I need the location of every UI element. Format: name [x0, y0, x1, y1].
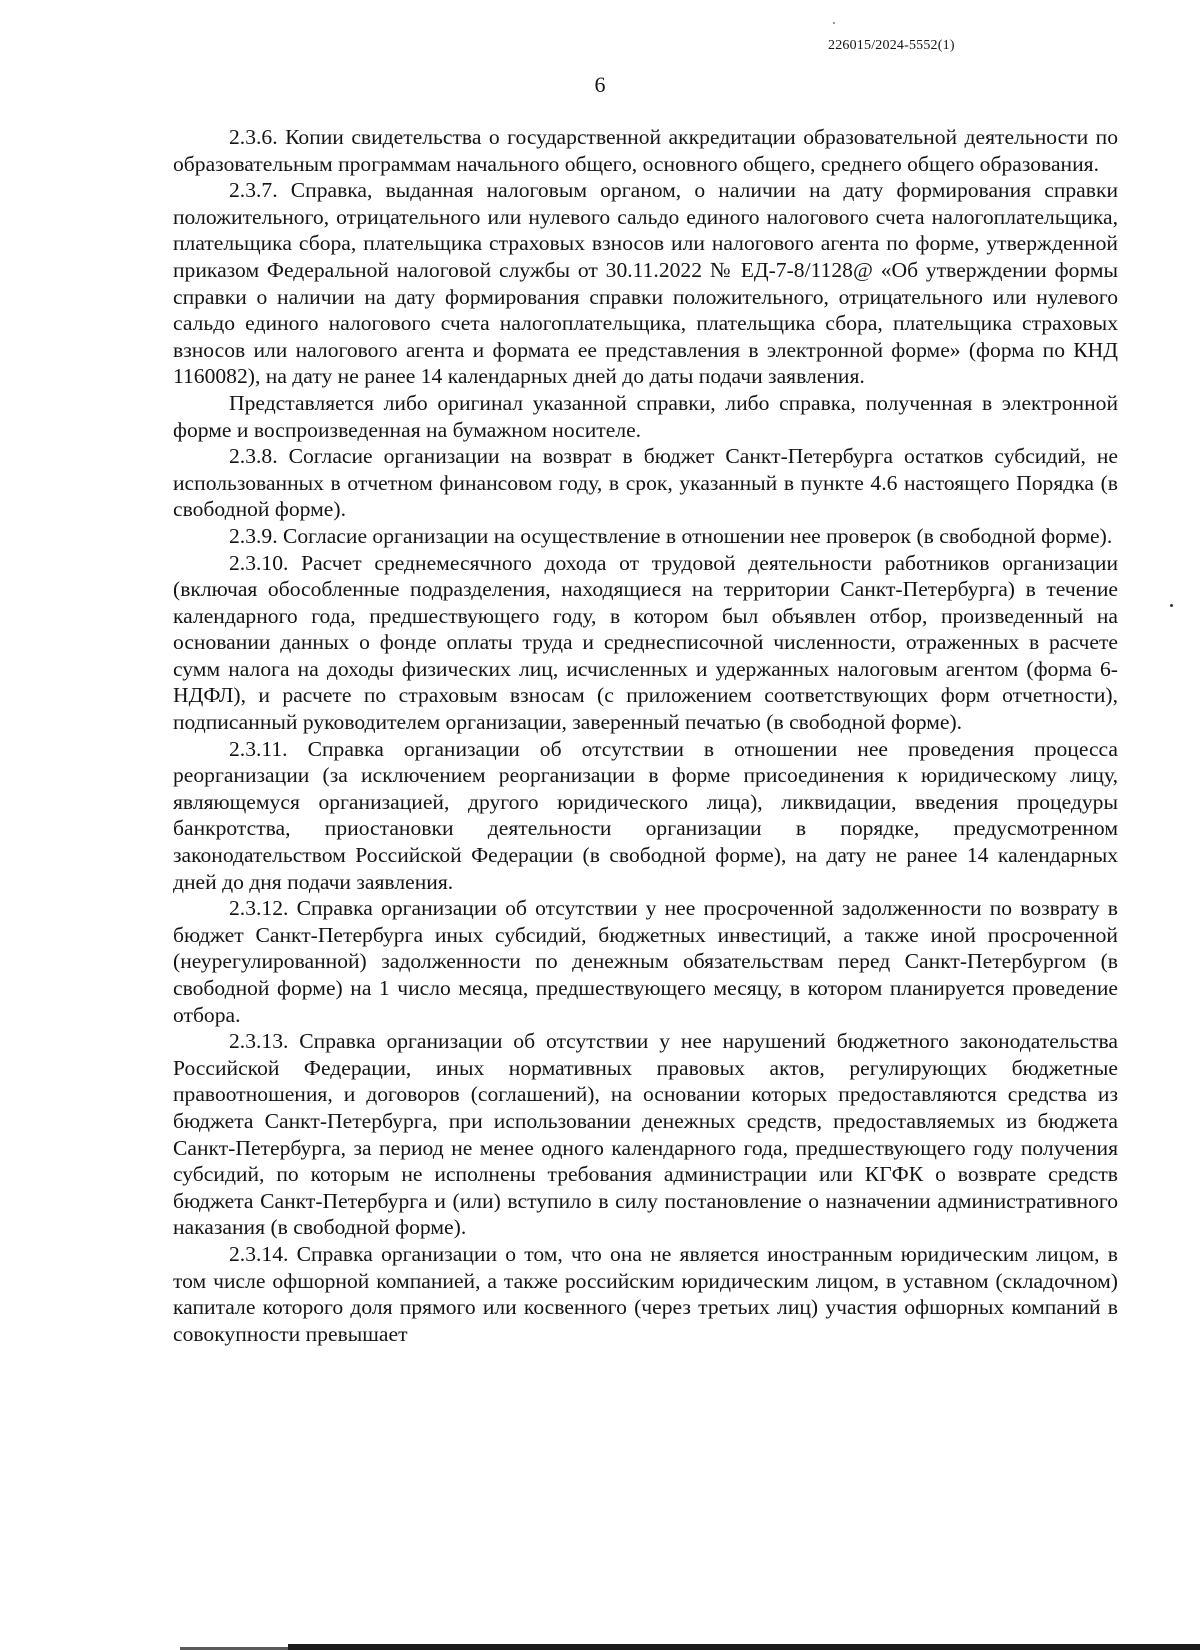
scan-speck	[833, 22, 835, 24]
page-number: 6	[594, 72, 606, 97]
document-body	[173, 124, 1118, 1347]
paragraph-2-3-14: 2.3.14. Справка организации о том, что она не является иностранным юридическим лицом, в том числе офшорной компанией, а также российским юридическим лицом, в уставном (складочном) капитале которого доля прямого или косвенного (через третьих лиц) участия офшорных компаний в совокупности превышает	[173, 1241, 1118, 1346]
scan-bottom-edge	[288, 1644, 1200, 1650]
paragraph-2-3-10: 2.3.10. Расчет среднемесячного дохода от трудовой деятельности работников организации (включая обособленные подразделения, находящиеся на территории Санкт-Петербурга) в течение календарного года, предшествующего году, в котором был объявлен отбор, произведенный на основании данных о фонде оплаты труда и среднесписочной численности, отраженных в расчете сумм налога на доходы физических лиц, исчисленных и удержанных налоговым агентом (форма 6-НДФЛ), и расчете по страховым взносам (с приложением соответствующих форм отчетности), подписанный руководителем организации, заверенный печатью (в свободной форме).	[173, 550, 1118, 735]
paragraph-2-3-7-note: Представляется либо оригинал указанной справки, либо справка, полученная в электронной форме и воспроизведенная на бумажном носителе.	[173, 390, 1118, 442]
document-registration-number: 226015/2024-5552(1)	[828, 38, 955, 53]
paragraph-2-3-8: 2.3.8. Согласие организации на возврат в бюджет Санкт-Петербурга остатков субсидий, не использованных в отчетном финансовом году, в срок, указанный в пункте 4.6 настоящего Порядка (в свободной форме).	[173, 444, 1118, 522]
paragraph-2-3-13: 2.3.13. Справка организации об отсутствии у нее нарушений бюджетного законодательства Российской Федерации, иных нормативных правовых актов, регулирующих бюджетные правоотношения, и договоров (соглашений), на основании которых предоставляются средства из бюджета Санкт-Петербурга, при использовании денежных средств, предоставляемых из бюджета Санкт-Петербурга, за период не менее одного календарного года, предшествующего году получения субсидий, по которым не исполнены требования администрации или КГФК о возврате средств бюджета Санкт-Петербурга и (или) вступило в силу постановление о назначении административного наказания (в свободной форме).	[173, 1029, 1118, 1240]
paragraph-2-3-9: 2.3.9. Согласие организации на осуществление в отношении нее проверок (в свободной форме).	[229, 523, 1113, 548]
paragraph-2-3-12: 2.3.12. Справка организации об отсутствии у нее просроченной задолженности по возврату в бюджет Санкт-Петербурга иных субсидий, бюджетных инвестиций, а также иной просроченной (неурегулированной) задолженности по денежным обязательствам перед Санкт-Петербургом (в свободной форме) на 1 число месяца, предшествующего месяцу, в котором планируется проведение отбора.	[173, 896, 1118, 1027]
paragraph-2-3-11: 2.3.11. Справка организации об отсутствии в отношении нее проведения процесса реорганизации (за исключением реорганизации в форме присоединения к юридическому лицу, являющемуся организацией, другого юридического лица), ликвидации, введения процедуры банкротства, приостановки деятельности организации в порядке, предусмотренном законодательством Российской Федерации (в свободной форме), на дату не ранее 14 календарных дней до дня подачи заявления.	[173, 736, 1118, 894]
scan-speck	[1170, 604, 1173, 607]
paragraph-2-3-7: 2.3.7. Справка, выданная налоговым органом, о наличии на дату формирования справки положительного, отрицательного или нулевого сальдо единого налогового счета налогоплательщика, плательщика сбора, плательщика страховых взносов или налогового агента по форме, утвержденной приказом Федеральной налоговой службы от 30.11.2022 № ЕД-7-8/1128@ «Об утверждении формы справки о наличии на дату формирования справки положительного, отрицательного или нулевого сальдо единого налогового счета налогоплательщика, плательщика сбора, плательщика страховых взносов или налогового агента и формата ее представления в электронной форме» (форма по КНД 1160082), на дату не ранее 14 календарных дней до даты подачи заявления.	[173, 178, 1118, 389]
paragraph-2-3-6: 2.3.6. Копии свидетельства о государственной аккредитации образовательной деятельности по образовательным программам начального общего, основного общего, среднего общего образования.	[173, 125, 1118, 176]
